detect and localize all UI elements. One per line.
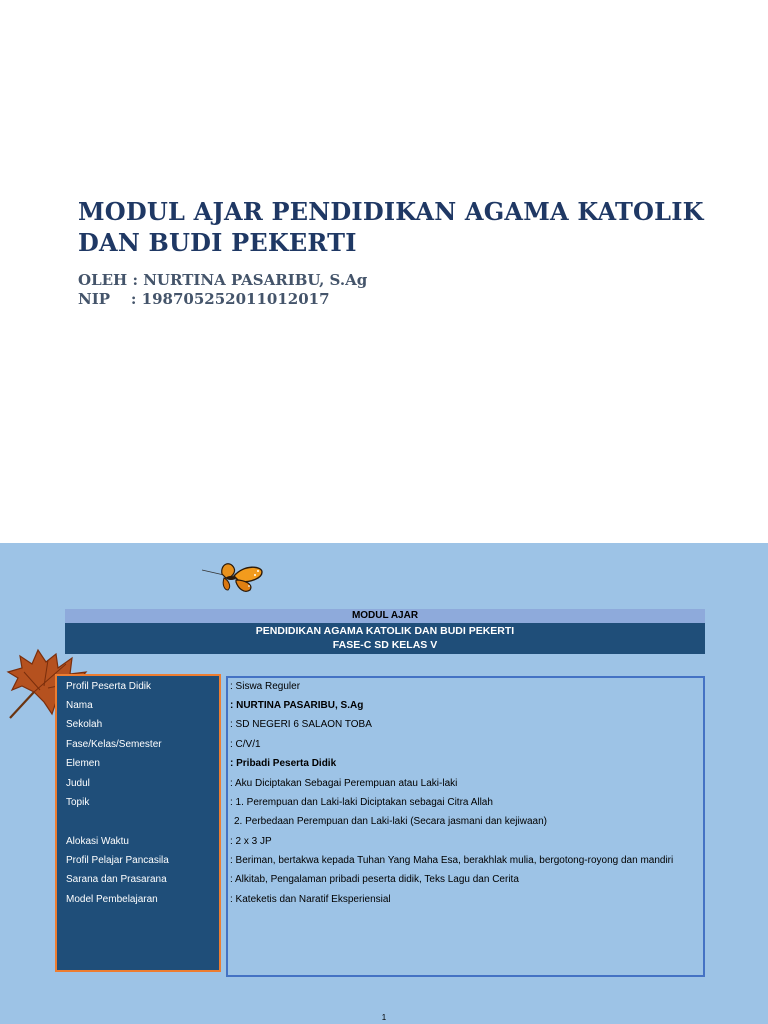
value-nama: : NURTINA PASARIBU, S.Ag <box>230 700 364 711</box>
label-elemen: Elemen <box>66 758 100 769</box>
author-line: OLEH : NURTINA PASARIBU, S.Ag <box>78 271 368 289</box>
value-alokasi: : 2 x 3 JP <box>230 836 272 847</box>
value-model: : Kateketis dan Naratif Eksperiensial <box>230 894 391 905</box>
butterfly-icon <box>200 560 266 596</box>
value-profil-peserta: : Siswa Reguler <box>230 681 301 692</box>
label-sekolah: Sekolah <box>66 719 103 730</box>
value-fase: : C/V/1 <box>230 739 261 750</box>
label-nama: Nama <box>66 700 93 711</box>
label-profil-peserta: Profil Peserta Didik <box>66 681 152 692</box>
cover-title: MODUL AJAR PENDIDIKAN AGAMA KATOLIK DAN BUDI PEKERTI <box>78 197 704 257</box>
value-profil-pancasila: : Beriman, bertakwa kepada Tuhan Yang Maha Esa, berakhlak mulia, bergotong-royong dan mandiri <box>230 855 674 866</box>
value-judul: : Aku Diciptakan Sebagai Perempuan atau Laki-laki <box>230 778 458 789</box>
label-profil-pancasila: Profil Pelajar Pancasila <box>66 855 169 866</box>
label-sarana: Sarana dan Prasarana <box>66 874 167 885</box>
header-subject: PENDIDIKAN AGAMA KATOLIK DAN BUDI PEKERTI <box>255 625 515 637</box>
value-topik-1: : 1. Perempuan dan Laki-laki Diciptakan sebagai Citra Allah <box>230 797 493 808</box>
module-page <box>0 543 768 1024</box>
value-sekolah: : SD NEGERI 6 SALAON TOBA <box>230 719 372 730</box>
nip-line: NIP : 198705252011012017 <box>78 290 330 308</box>
value-topik-2: 2. Perbedaan Perempuan dan Laki-laki (Secara jasmani dan kejiwaan) <box>234 816 547 827</box>
value-elemen: : Pribadi Peserta Didik <box>230 758 337 769</box>
value-sarana: : Alkitab, Pengalaman pribadi peserta didik, Teks Lagu dan Cerita <box>230 874 519 885</box>
label-fase: Fase/Kelas/Semester <box>66 739 162 750</box>
label-alokasi: Alokasi Waktu <box>66 836 129 847</box>
header-modul-ajar: MODUL AJAR <box>65 609 705 623</box>
page-number: 1 <box>381 1013 387 1022</box>
label-topik: Topik <box>66 797 90 808</box>
label-judul: Judul <box>66 778 90 789</box>
header-main <box>65 623 705 654</box>
header-phase: FASE-C SD KELAS V <box>332 639 438 651</box>
label-model: Model Pembelajaran <box>66 894 158 905</box>
